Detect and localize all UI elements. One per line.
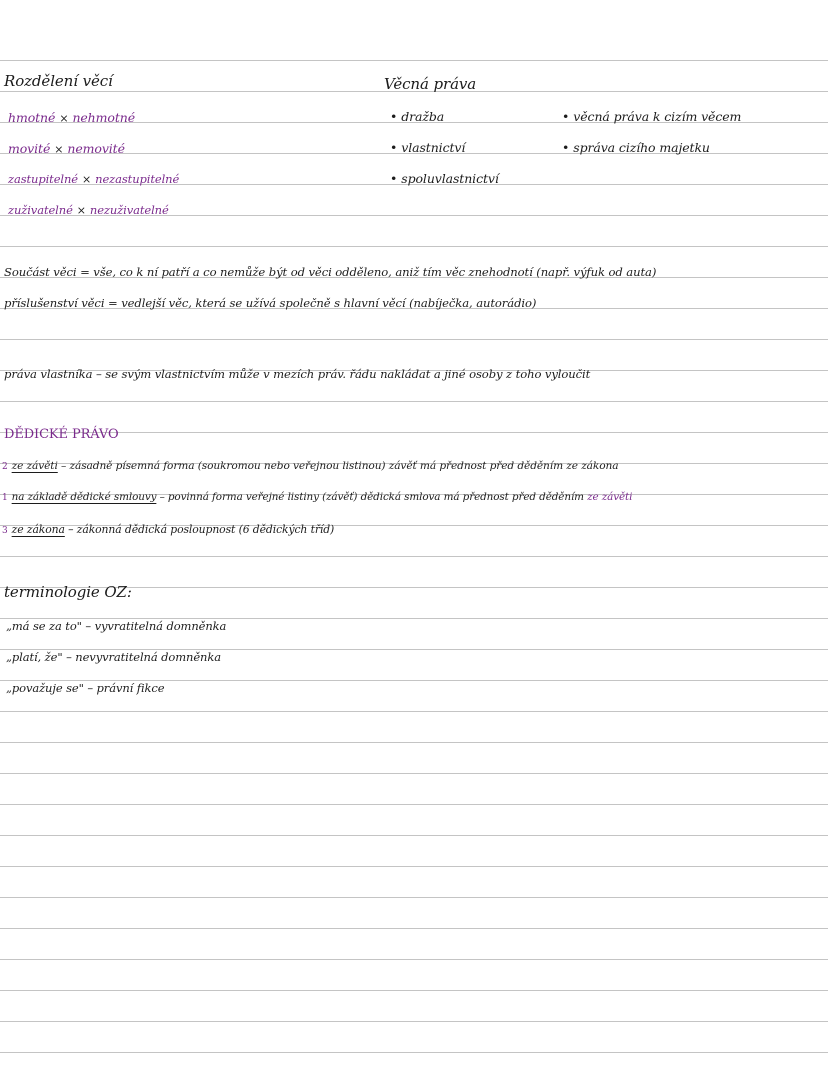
inheritance-term: na základě dědické smlouvy xyxy=(11,491,157,503)
list-item-text: správa cizího majetku xyxy=(573,140,710,155)
ruled-line xyxy=(0,928,828,929)
inheritance-text: – zákonná dědická posloupnost (6 dědických tříd) xyxy=(68,523,335,536)
ruled-line xyxy=(0,339,828,340)
ruled-line xyxy=(0,401,828,402)
pair-row xyxy=(8,141,125,156)
cross-icon: × xyxy=(82,173,92,186)
term-item: „platí, že" – nevyvratitelná domněnka xyxy=(6,650,221,664)
ruled-line xyxy=(0,835,828,836)
section-title-vecna-prava: Věcná práva xyxy=(384,75,477,93)
ruled-line xyxy=(0,60,828,61)
section-title-terminologie: terminologie OZ: xyxy=(4,583,132,601)
inheritance-text: – povinná forma veřejné listiny (závěť) dědická smlova má přednost před děděním xyxy=(159,491,584,503)
pair-a: zastupitelné xyxy=(8,172,79,186)
term-item: „považuje se" – právní fikce xyxy=(6,681,165,695)
inheritance-term: ze závěti xyxy=(11,460,58,472)
item-number: 1 xyxy=(2,493,8,503)
bullet-icon: • xyxy=(390,171,398,186)
pair-b: nehmotné xyxy=(72,110,135,125)
bullet-icon: • xyxy=(562,109,570,124)
inheritance-item xyxy=(2,491,632,503)
pair-row xyxy=(8,110,135,125)
list-item-text: dražba xyxy=(401,109,445,124)
ruled-line xyxy=(0,897,828,898)
cross-icon: × xyxy=(54,143,64,156)
pair-b: nezastupitelné xyxy=(95,172,180,186)
ruled-line xyxy=(0,742,828,743)
definition-prislusenstvi: příslušenství věci = vedlejší věc, která se užívá společně s hlavní věcí (nabíječka, autorádio) xyxy=(4,296,537,310)
definition-soucast: Součást věci = vše, co k ní patří a co nemůže být od věci odděleno, aniž tím věc znehodnotí (např. výfuk od auta) xyxy=(4,265,657,279)
ruled-line xyxy=(0,959,828,960)
list-item-text: spoluvlastnictví xyxy=(401,171,499,186)
inheritance-item xyxy=(2,460,618,472)
cross-icon: × xyxy=(76,204,86,217)
pair-row xyxy=(8,203,169,217)
pair-b: nemovité xyxy=(67,141,125,156)
inheritance-term: ze zákona xyxy=(11,523,65,536)
ruled-line xyxy=(0,1052,828,1053)
list-item-text: věcná práva k cizím věcem xyxy=(573,109,742,124)
inheritance-trail: ze závěti xyxy=(587,491,633,503)
list-item xyxy=(562,109,741,124)
ruled-line xyxy=(0,711,828,712)
section-title-rozdeleni-veci: Rozdělení věcí xyxy=(4,72,113,90)
inheritance-text: – zásadně písemná forma (soukromou nebo veřejnou listinou) závěť má přednost před děděním ze zákona xyxy=(61,460,619,472)
item-number: 3 xyxy=(2,526,8,536)
term-item: „má se za to" – vyvratitelná domněnka xyxy=(6,619,227,633)
bullet-icon: • xyxy=(390,140,398,155)
bullet-icon: • xyxy=(562,140,570,155)
pair-a: zuživatelné xyxy=(8,203,73,217)
section-title-dedicke-pravo: DĚDICKÉ PRÁVO xyxy=(4,427,119,442)
ruled-line xyxy=(0,804,828,805)
bullet-icon: • xyxy=(390,109,398,124)
ruled-line xyxy=(0,1021,828,1022)
pair-a: hmotné xyxy=(8,110,56,125)
ruled-line xyxy=(0,246,828,247)
list-item xyxy=(390,171,499,186)
definition-prava-vlastnika: práva vlastníka – se svým vlastnictvím může v mezích práv. řádu nakládat a jiné osoby z toho vyloučit xyxy=(4,367,591,381)
ruled-line xyxy=(0,773,828,774)
inheritance-item xyxy=(2,523,334,536)
list-item xyxy=(390,109,444,124)
pair-row xyxy=(8,172,179,186)
list-item-text: vlastnictví xyxy=(401,140,466,155)
item-number: 2 xyxy=(2,462,8,472)
pair-b: nezuživatelné xyxy=(89,203,169,217)
list-item xyxy=(562,140,710,155)
ruled-line xyxy=(0,556,828,557)
ruled-line xyxy=(0,990,828,991)
ruled-line xyxy=(0,432,828,433)
list-item xyxy=(390,140,465,155)
cross-icon: × xyxy=(59,112,69,125)
pair-a: movité xyxy=(8,141,51,156)
ruled-line xyxy=(0,866,828,867)
